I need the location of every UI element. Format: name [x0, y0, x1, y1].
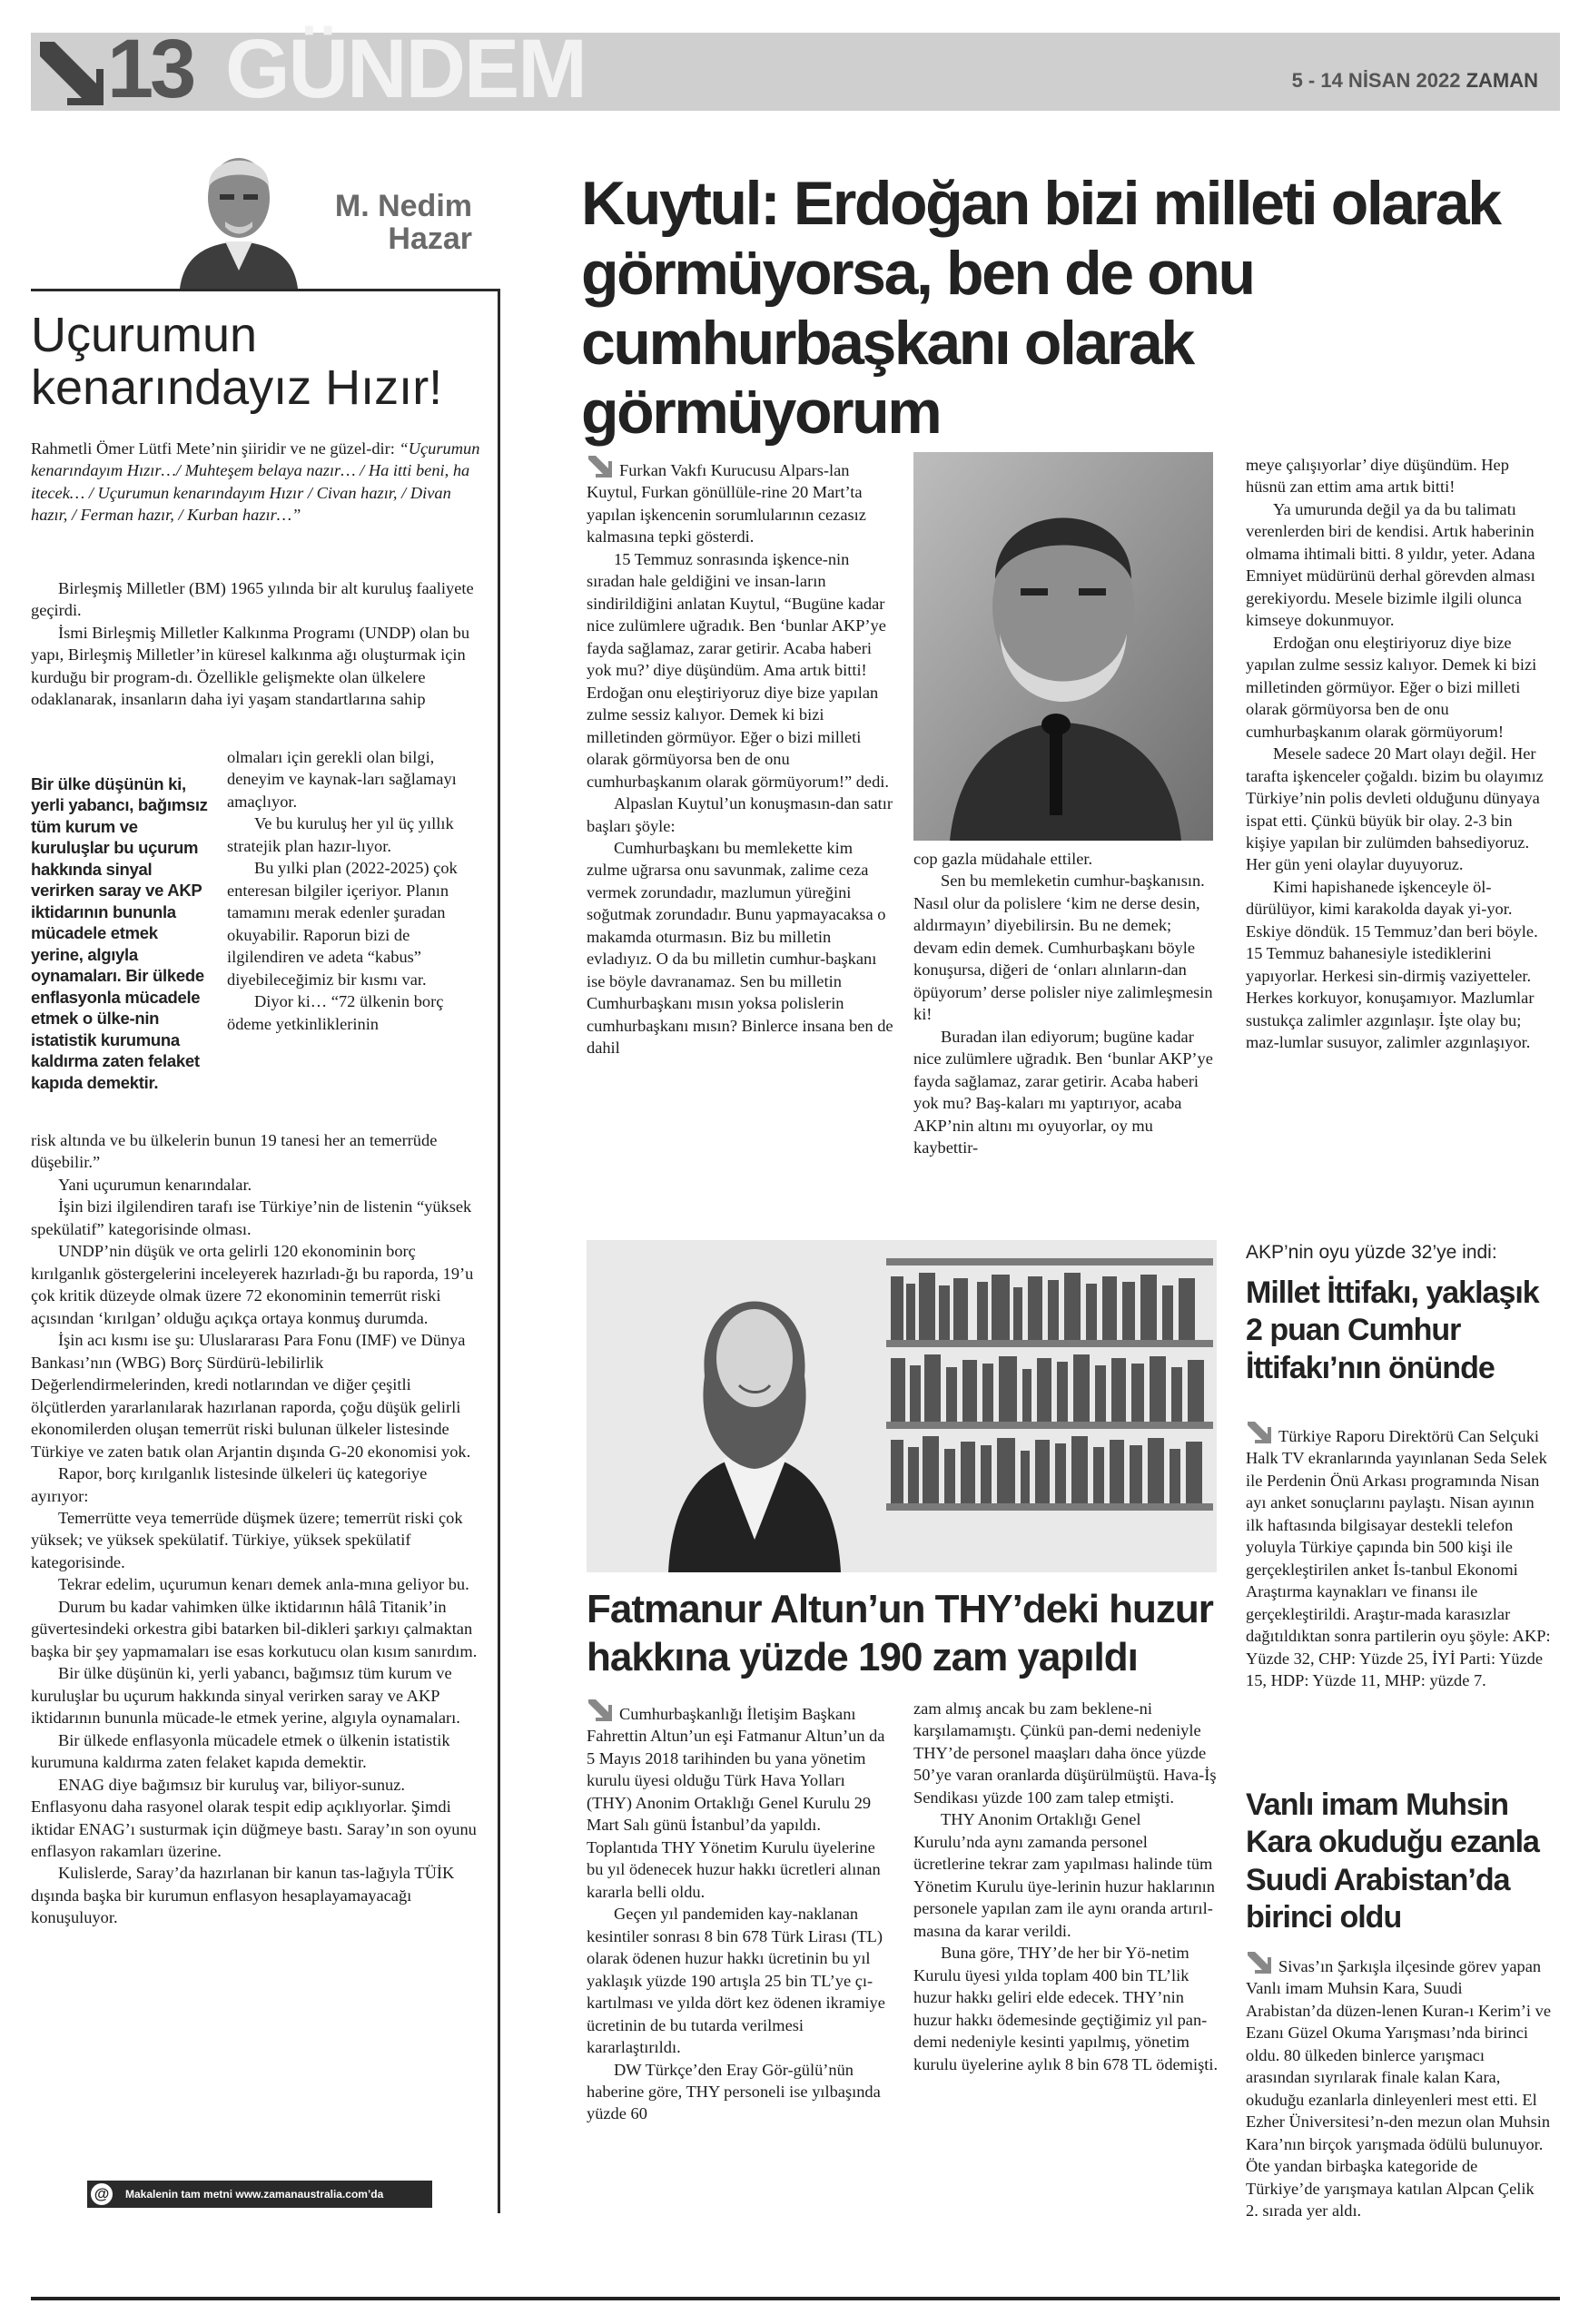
paragraph: Kulislerde, Saray’da hazırlanan bir kanun tas-lağıyla TÜİK dışında başka bir kurumun enflasyon hesaplayamayacağı konuşuluyor. [31, 1864, 455, 1927]
paragraph: zam almış ancak bu zam beklene-ni karşılamamıştı. Çünkü pan-demi nedeniyle THY’de personel maaşları daha önce yüzde 50’ye varan oranlarda düşürülmüştü. Hava-İş Sendikası yüzde 100 zam talep etmişti. [913, 1699, 1217, 1807]
paragraph: Yani uçurumun kenarındalar. [58, 1175, 252, 1194]
kuytul-photo [913, 452, 1213, 841]
sidebar-one-lede: AKP’nin oyu yüzde 32’ye indi: [1246, 1242, 1497, 1263]
sidebar-one-body [1246, 1420, 1551, 1692]
url-text[interactable]: Makalenin tam metni www.zamanaustralia.com’da [125, 2188, 384, 2201]
column-body-a [31, 577, 485, 711]
full-article-link[interactable] [87, 2181, 432, 2208]
paragraph: Mesele sadece 20 Mart olayı değil. Her tarafta işkenceler çoğaldı. bizim bu olayımız Türkiye’nin polis devleti olduğunu dünyaya ispat etti. Çünkü büyük bir olay. 2-3 bin kişiye yapılan bir zulümden bahsediyoruz. Her gün yeni olaylar duyuyoruz. [1246, 744, 1544, 874]
paragraph: Bir ülkede enflasyonla mücadele etmek o ülkenin istatistik kurumuna kaldırma zaten felaket kapıda demektir. [31, 1730, 450, 1772]
second-headline: Fatmanur Altun’un THY’deki huzur hakkına yüzde 190 zam yapıldı [587, 1587, 1213, 1680]
paragraph: 15 Temmuz sonrasında işkence-nin sıradan hale geldiğini ve insan-ların sindirildiğini anlatan Kuytul, “Bugüne kadar nice zulümlere uğradık. Ben ‘bunlar AKP’ye fayda sağlamaz, zarar getirir. Acaba haberi yok mu?’ diye düşündüm. Ama artık bitti! Erdoğan onu eleştiriyoruz diye bize yapılan zulme sessiz kalıyor. Demek ki bizi milletinden görmüyor. Eğer o bizi milleti olarak görmüyorsa ben de onu cumhurbaşkanım olarak görmüyorum!” dedi. [587, 549, 889, 791]
paragraph: Erdoğan onu eleştiriyoruz diye bize yapılan zulme sessiz kalıyor. Demek ki bizi milletinden görmüyor. Eğer o bizi milleti olarak görmüyorsa ben de onu cumhurbaşkanım olarak görmüyorum! [1246, 633, 1537, 741]
lead-arrow-icon [1246, 1420, 1273, 1445]
paragraph: Alpaslan Kuytul’un konuşmasın-dan satır başları şöyle: [587, 794, 893, 835]
issue-date [1292, 69, 1538, 93]
column-body-c [31, 1129, 485, 1929]
lead-paragraph [1246, 1420, 1551, 1692]
paragraph: Sen bu memleketin cumhur-başkanısın. Nasıl olur da polislere ‘kim ne derse desin, aldırmayın’ diyebilirsin. Bu ne demek; devam edin demek. Cumhurbaşkanı böyle konuşursa, diğeri de ‘onları alınların-dan öpüyorum’ derse polisler niye zalimleşmesin ki! [913, 872, 1213, 1024]
paragraph: İsmi Birleşmiş Milletler Kalkınma Programı (UNDP) olan bu yapı, Birleşmiş Milletler’in küresel kalkınma ağı oluşturmak için kurduğu bir program-dı. Özellikle gelişmekte olan ülkelere odaklanarak, insanların daha iyi yaşam standartlarına sahip [31, 623, 470, 709]
paper-name: ZAMAN [1466, 69, 1538, 92]
paragraph: Diyor ki… “72 ülkenin borç ödeme yetkinliklerinin [227, 992, 444, 1033]
lead-arrow-icon [587, 454, 614, 479]
column-title: Uçurumun kenarındayız Hızır! [31, 308, 443, 416]
section-arrow-icon [31, 33, 109, 111]
at-sign-icon: @ [91, 2183, 113, 2205]
main-headline: Kuytul: Erdoğan bizi milleti olarak görmüyorsa, ben de onu cumhurbaşkanı olarak görmüyorum [581, 169, 1500, 448]
paragraph: Bir ülke düşünün ki, yerli yabancı, bağımsız tüm kurum ve kuruluşlar bu uçurum hakkında sinyal verirken saray ve AKP iktidarının bununla mücade-le etmek yerine, algıyla oynamaları. [31, 1664, 460, 1728]
paragraph: Cumhurbaşkanı bu memlekette kim zulme uğrarsa onu savunmak, zalime ceza vermek zorundadır, mazlumun yüreğini soğutmak zorundadır. Bunu yapmayacaksa o makamda oturmasın. Biz bu milletin evladıyız. O da bu milletin cumhur-başkanı ise böyle davranamaz. Sen bu milletin Cumhurbaşkanı mısın yoksa polislerin cumhurbaşkanı mısın? Binlerce insana ben de dahil [587, 838, 893, 1058]
paragraph: Durum bu kadar vahimken ülke iktidarının hâlâ Titanik’in güvertesindeki orkestra gibi batarken bil-dikleri şarkıyı çalmaktan başka bir şey yapmamaları ise esas korkutucu olan kısım sanırdım. [31, 1597, 478, 1660]
column-separator [498, 289, 500, 2213]
column-divider [31, 289, 499, 291]
paragraph: risk altında ve bu ülkelerin bunun 19 tanesi her an temerrüde düşebilir.” [31, 1131, 438, 1172]
paragraph: Buradan ilan ediyorum; bugüne kadar nice zulümlere uğradık. Ben ‘bunlar AKP’ye fayda sağlamaz, zarar getirir. Acaba haberi yok mu? Baş-kaları mı yaptırıyor, acaba AKP’nin altını mı oyuyorlar, oy mu kaybettir- [913, 1027, 1213, 1157]
paragraph: İşin bizi ilgilendiren tarafı ise Türkiye’nin de listenin “yüksek spekülatif” kategorisinde olması. [31, 1197, 472, 1238]
author-photo [162, 134, 316, 289]
paragraph: meye çalışıyorlar’ diye düşündüm. Hep hüsnü zan ettim ama artık bitti! [1246, 456, 1509, 497]
lead-arrow-icon [1246, 1950, 1273, 1975]
fatmanur-altun-photo [587, 1240, 1217, 1572]
sidebar-one-headline: Millet İttifakı, yaklaşık 2 puan Cumhur İttifakı’nın önünde [1246, 1275, 1539, 1385]
lead-text: Furkan Vakfı Kurucusu Alpars-lan Kuytul, Furkan gönüllüle-rine 20 Mart’ta yapılan işkencenin sorumlularının cezasız kalmasına tepki gösterdi. [587, 461, 866, 547]
page-number: 13 [107, 23, 193, 115]
paragraph: Tekrar edelim, uçurumun kenarı demek anla-mına geliyor bu. [58, 1575, 469, 1594]
second-article-col1 [587, 1698, 886, 2125]
paragraph: Kimi hapishanede işkenceyle öl-dürülüyor, kimi karakolda dayak yi-yor. Eskiye döndük. 15 Temmuz’dan beri böyle. 15 Temmuz bahanesiyle istediklerini yapıyorlar. Herkesi sin-dirmiş vaziyetteler. Herkes korkuyor, konuşamıyor. Mazlumlar sustukça zalimler azgınlaşır. İşte olay bu; maz-lumlar susuyor, zalimler azgınlaşıyor. [1246, 877, 1538, 1052]
second-article-col2 [913, 1698, 1219, 2075]
sidebar-two-headline: Vanlı imam Muhsin Kara okuduğu ezanla Suudi Arabistan’da birinci oldu [1246, 1787, 1539, 1935]
lead-text: Türkiye Raporu Direktörü Can Selçuki Halk TV ekranlarında yayınlanan Seda Selek ile Perdenin Önü Arkası programında Nisan ayı anket sonuçlarını paylaştı. Nisan ayının ilk haftasında bilgisayar destekli telefon yoluyla Türkiye çapında bin 500 kişi ile gerçekleştirilen anket İs-tanbul Ekonomi Araştırma kaynakları ve finansı ile gerçekleştirildi. Araştır-mada karasızlar dağıtıldıktan sonra partilerin oyu şöyle: AKP: Yüzde 32, CHP: Yüzde 25, İYİ Parti: Yüzde 15, HDP: Yüzde 11, MHP: yüzde 7. [1246, 1427, 1551, 1690]
paragraph: Buna göre, THY’de her bir Yö-netim Kurulu üyesi yılda toplam 400 bin TL’lik huzur hakkı geliri elde edecek. THY’nin huzur hakkı ödemesinde geçtiğimiz yıl pan-demi nedeniyle kesinti yapılmış, yönetim kurulu üyelerine aylık 8 bin 678 TL ödemişti. [913, 1944, 1219, 2073]
paragraph: olmaları için gerekli olan bilgi, deneyim ve kaynak-ları sağlamayı amaçlıyor. [227, 748, 457, 811]
pull-quote: Bir ülke düşünün ki, yerli yabancı, bağımsız tüm kurum ve kuruluşlar bu uçurum hakkında sinyal verirken saray ve AKP iktidarının bununla mücadele etmek yerine, algıyla oynamaları. Bir ülkede enflasyonla mücadele etmek o ülke-nin istatistik kurumuna kaldırma zaten felaket kapıda demektir. [31, 774, 208, 1092]
date-text: 5 - 14 NİSAN 2022 [1291, 69, 1461, 92]
paragraph: Ya umurunda değil ya da bu talimatı verenlerden biri de kendisi. Artık haberinin olmama ihtimali bitti. 8 yıldır, yeter. Adana Emniyet müdürünü derhal görevden alması gerekiyordu. Mesele bizimle ilgili olunca kimseye dokunmuyor. [1246, 499, 1535, 630]
main-article-col2 [913, 848, 1213, 1159]
paragraph: DW Türkçe’den Eray Gör-gülü’nün haberine göre, THY personeli ise yılbaşında yüzde 60 [587, 2060, 881, 2123]
section-title: GÜNDEM [225, 23, 586, 115]
paragraph: Temerrütte veya temerrüde düşmek üzere; temerrüt riski çok yüksek; ve yüksek spekülatif. Türkiye, yüksek spekülatif kategorisinde. [31, 1508, 463, 1571]
main-article-col3 [1246, 454, 1551, 1054]
lead-text: Cumhurbaşkanlığı İletişim Başkanı Fahrettin Altun’un eşi Fatmanur Altun’un da 5 Mayıs 2018 tarihinden bu yana yönetim kurulu üyesi olduğu Türk Hava Yolları (THY) Anonim Ortaklığı Genel Kurulu 29 Mart Salı günü İstanbul’da yapıldı. Toplantıda THY Yönetim Kurulu üyelerine bu yıl ödenecek huzur hakkı ücretleri alınan kararla belli oldu. [587, 1705, 885, 1901]
lead-text: Sivas’ın Şarkışla ilçesinde görev yapan Vanlı imam Muhsin Kara, Suudi Arabistan’da düzen-lenen Kuran-ı Kerim’i ve Ezanı Güzel Okuma Yarışması’nda birinci oldu. 80 ülkeden binlerce yarışmacı arasından sıyrılarak finale kalan Kara, okuduğu ezanlarla dinleyenleri mest etti. El Ezher Üniversitesi’n-den mezun olan Muhsin Kara’nın birçok yarışmada ödülü bulunuyor. Öte yandan birbaşka kategoride de Türkiye’de yarışmaya katılan Alpcan Çelik 2. sırada yer aldı. [1246, 1957, 1551, 2221]
intro-poem: “Uçurumun kenarındayım Hızır…/ Muhteşem belaya nazır… / Ha itti beni, ha itecek… / Uçurumun kenarındayım Hızır / Civan hazır, / Divan hazır, / Ferman hazır, / Kurban hazır…” [31, 439, 480, 525]
author-name: M. Nedim Hazar [334, 189, 472, 256]
intro-text: Rahmetli Ömer Lütfi Mete’nin şiiridir ve ne güzel-dir: [31, 439, 395, 458]
lead-arrow-icon [587, 1698, 614, 1723]
paragraph: Ve bu kuruluş her yıl üç yıllık stratejik plan hazır-lıyor. [227, 814, 454, 855]
sidebar-two-body [1246, 1950, 1551, 2222]
paragraph: UNDP’nin düşük ve orta gelirli 120 ekonominin borç kırılganlık göstergelerini inceleyerek hazırladı-ğı bu raporda, 19’u çok kritik düzeyde olmak üzere 72 ekonominin temerrüt riski açısından ‘kırılgan’ olduğu açıkça ortaya konmuş durumda. [31, 1242, 474, 1327]
main-article-col1 [587, 454, 895, 1059]
lead-paragraph [587, 1698, 886, 1903]
column-body-b [227, 746, 485, 1035]
page-bottom-rule [31, 2297, 1560, 2300]
paragraph: Bu yılki plan (2022-2025) çok enteresan bilgiler içeriyor. Planın tamamını merak edenler şuradan okuyabilir. Raporun bizi de ilgilendiren ve adeta “kabus” diyebileceğimiz bir kısmı var. [227, 859, 458, 989]
paragraph: ENAG diye bağımsız bir kuruluş var, biliyor-sunuz. Enflasyonu daha rasyonel olarak tespit edip açıklıyorlar. Şimdi iktidar ENAG’ı susturmak için düğmeye bastı. Saray’ın son oyunu enflasyon rakamları üzerine. [31, 1775, 477, 1860]
lead-paragraph [1246, 1950, 1551, 2222]
paragraph: THY Anonim Ortaklığı Genel Kurulu’nda aynı zamanda personel ücretlerine tekrar zam yapılması halinde tüm Yönetim Kurulu üye-lerinin huzur haklarının personele yapılan zam ile aynı oranda artırıl-masına da karar verildi. [913, 1810, 1215, 1940]
paragraph: Rapor, borç kırılganlık listesinde ülkeleri üç kategoriye ayırıyor: [31, 1464, 428, 1505]
intro-paragraph [31, 438, 485, 527]
paragraph: cop gazla müdahale ettiler. [913, 850, 1093, 868]
lead-paragraph [587, 454, 895, 548]
paragraph: Birleşmiş Milletler (BM) 1965 yılında bir alt kuruluş faaliyete geçirdi. [31, 579, 474, 620]
paragraph: Geçen yıl pandemiden kay-naklanan kesintiler sonrası 8 bin 678 Türk Lirası (TL) olarak ödenen huzur hakkı ücretinin bu yıl yaklaşık yüzde 190 artışla 25 bin TL’ye çı-kartılması ve yılda dört kez ödenen ikramiye ücretinin de bu tutarda verilmesi kararlaştırıldı. [587, 1905, 885, 2057]
column-intro [31, 438, 485, 527]
paragraph: İşin acı kısmı ise şu: Uluslararası Para Fonu (IMF) ve Dünya Bankası’nın (WBG) Borç Sürdürü-lebilirlik Değerlendirmelerinden, kredi notlarından ve diğer çeşitli ölçütlerden yararlanılarak hazırlanan raporda, çoğu düşük gelirli ekonomilerden oluşan temerrüt riski bulunan ülkeler listesinde Türkiye ve zaten batık olan Arjantin dışında G-20 ekonomisi yok. [31, 1331, 471, 1461]
page-header [31, 23, 1560, 115]
